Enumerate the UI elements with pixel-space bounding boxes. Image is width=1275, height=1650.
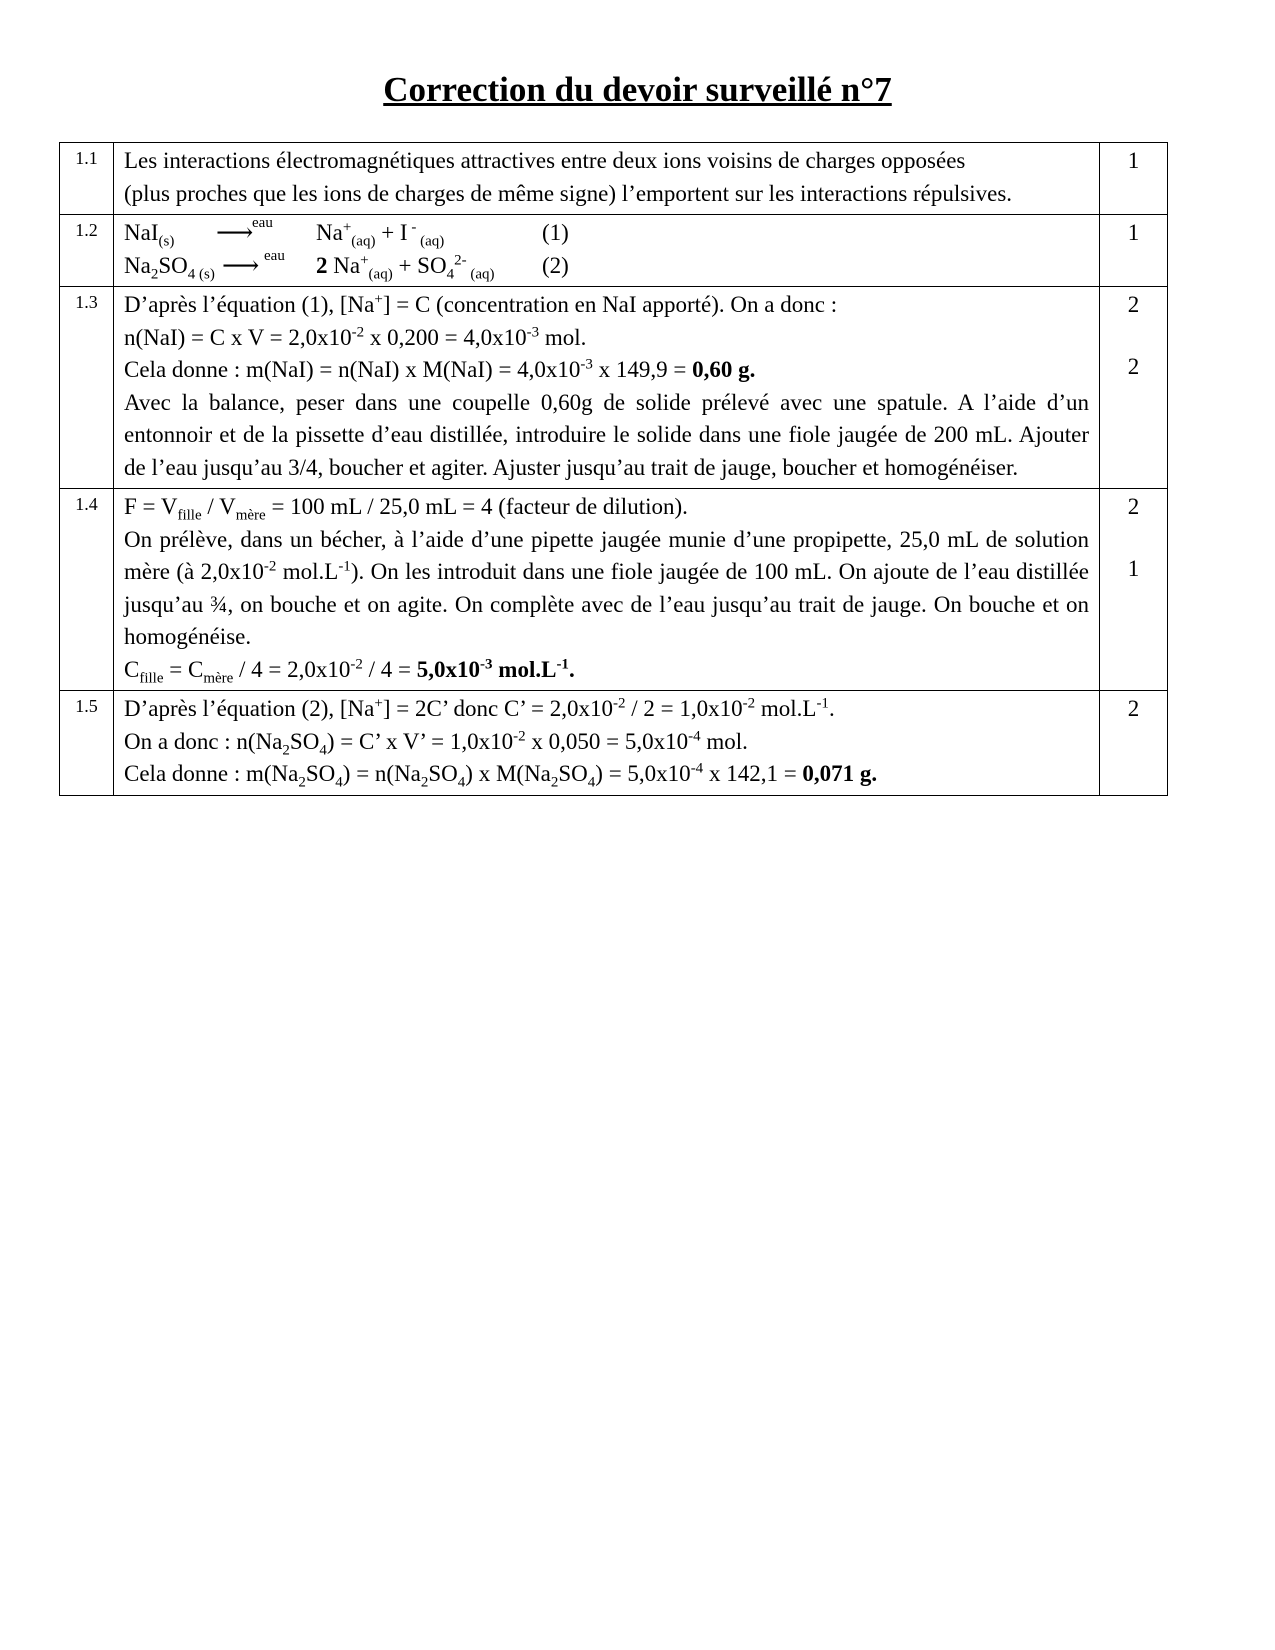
subscript: (s) bbox=[158, 233, 175, 250]
points-value: 1 bbox=[1127, 556, 1140, 581]
answer-line: (plus proches que les ions de charges de même signe) l’emportent sur les interactions répulsives. bbox=[124, 180, 1013, 206]
answer-line bbox=[124, 354, 1089, 387]
subscript: 2 bbox=[420, 774, 429, 791]
answer-paragraph: Avec la balance, peser dans une coupelle 0,60g de solide prélevé avec une spatule. A l’aide d’un entonnoir et de la pissette d’eau distillée, introduire le solide dans une fiole jaugée de 200 mL. Ajouter de l’eau jusqu’au 3/4, boucher et agiter. Ajuster jusqu’au trait de jauge, boucher et homogénéiser. bbox=[124, 389, 1089, 480]
text-segment: / 4 = bbox=[362, 656, 417, 682]
superscript: + bbox=[374, 695, 383, 712]
subscript: (aq) bbox=[351, 233, 376, 250]
points-value: 2 bbox=[1127, 354, 1140, 379]
answer-line bbox=[124, 322, 1089, 355]
table-row bbox=[60, 691, 1168, 796]
equation-left: SO bbox=[158, 252, 188, 278]
text-segment: = 100 mL / 25,0 mL = 4 (facteur de dilution). bbox=[265, 494, 688, 519]
equation-right: + I bbox=[375, 220, 408, 245]
equation-ref: (2) bbox=[542, 252, 569, 278]
points-cell bbox=[1100, 691, 1168, 796]
superscript: -2 bbox=[513, 727, 526, 744]
answer-line bbox=[124, 654, 1089, 687]
text-segment: Cela donne : m(Na bbox=[124, 761, 299, 786]
equation-2 bbox=[124, 247, 1089, 283]
equation-ref: (1) bbox=[542, 220, 569, 245]
question-number: 1.4 bbox=[60, 489, 114, 691]
answer-line bbox=[124, 491, 1089, 524]
text-segment: / V bbox=[201, 494, 236, 519]
superscript: -3 bbox=[526, 323, 540, 340]
text-segment: mol.L bbox=[755, 696, 817, 721]
result-bold: . bbox=[568, 656, 575, 682]
answer-text bbox=[114, 287, 1100, 489]
text-segment: SO bbox=[428, 761, 458, 786]
superscript: + bbox=[374, 291, 383, 308]
text-segment: . bbox=[828, 696, 835, 721]
page-title: Correction du devoir surveillé n°7 bbox=[383, 70, 892, 109]
text-segment: ). On les introduit dans une fiole jaugée de 100 mL. On ajoute de l’eau distillée jusqu’au ¾, on bouche et on agite. On complète avec de l’eau jusqu’au trait de jauge. On bouche et on homogénéise. bbox=[124, 559, 1089, 649]
equation-right: Na bbox=[327, 252, 361, 278]
reaction-arrow-icon: ⟶ bbox=[216, 218, 254, 247]
answer-text bbox=[114, 489, 1100, 691]
table-row bbox=[60, 287, 1168, 489]
text-segment: n(NaI) = C x V = 2,0x10 bbox=[124, 324, 352, 350]
answer-text bbox=[114, 143, 1100, 215]
result-bold: 5,0x10 bbox=[416, 656, 481, 682]
points-cell bbox=[1100, 489, 1168, 691]
text-segment: mol. bbox=[539, 324, 587, 350]
subscript: (aq) bbox=[416, 233, 445, 250]
table-row bbox=[60, 215, 1168, 287]
answer-line bbox=[124, 758, 1089, 791]
arrow-label: eau bbox=[252, 215, 273, 231]
text-segment: SO bbox=[305, 761, 336, 786]
text-segment: F = V bbox=[124, 494, 178, 519]
answer-line bbox=[124, 289, 1089, 322]
points-cell bbox=[1100, 143, 1168, 215]
superscript: 2- bbox=[454, 251, 467, 268]
arrow-label: eau bbox=[264, 247, 285, 264]
superscript: -1 bbox=[556, 655, 569, 672]
table-row bbox=[60, 489, 1168, 691]
subscript: 4 bbox=[446, 266, 455, 283]
points-cell bbox=[1100, 287, 1168, 489]
text-segment: ] = 2C’ donc C’ = 2,0x10 bbox=[382, 696, 613, 721]
result-bold: 0,60 g. bbox=[692, 357, 756, 382]
superscript: -4 bbox=[688, 727, 701, 744]
equation-right: + SO bbox=[392, 252, 447, 278]
superscript: -1 bbox=[816, 695, 829, 712]
table-row bbox=[60, 143, 1168, 215]
superscript: -3 bbox=[580, 356, 593, 373]
subscript: 2 bbox=[150, 266, 159, 283]
text-segment: D’après l’équation (2), [Na bbox=[124, 696, 375, 721]
text-segment: ) x M(Na bbox=[465, 761, 551, 786]
text-segment: x 0,200 = 4,0x10 bbox=[364, 324, 527, 350]
subscript: fille bbox=[139, 670, 164, 687]
superscript: -2 bbox=[742, 695, 756, 712]
text-segment: / 2 = 1,0x10 bbox=[625, 696, 743, 721]
text-segment: / 4 = 2,0x10 bbox=[233, 656, 351, 682]
subscript: 4 bbox=[457, 774, 466, 791]
question-number: 1.5 bbox=[60, 691, 114, 796]
points-value: 2 bbox=[1127, 494, 1140, 519]
text-segment: SO bbox=[289, 728, 320, 754]
text-segment: Cela donne : m(NaI) = n(NaI) x M(NaI) = 4,0x10 bbox=[124, 357, 581, 382]
subscript: 2 bbox=[282, 742, 290, 759]
reaction-arrow-icon: ⟶ bbox=[222, 250, 260, 280]
superscript: + bbox=[360, 251, 369, 268]
answer-line: Les interactions électromagnétiques attractives entre deux ions voisins de charges opposées bbox=[124, 148, 966, 173]
superscript: -2 bbox=[612, 695, 626, 712]
text-segment: SO bbox=[558, 761, 588, 786]
points-value: 1 bbox=[1127, 220, 1140, 245]
question-number: 1.3 bbox=[60, 287, 114, 489]
text-segment: x 142,1 = bbox=[703, 761, 803, 786]
subscript: 4 (s) bbox=[187, 266, 215, 283]
points-value: 2 bbox=[1127, 696, 1140, 721]
superscript: -3 bbox=[480, 655, 493, 672]
answer-text bbox=[114, 215, 1100, 287]
text-segment: ) = n(Na bbox=[342, 761, 421, 786]
text-segment: mol.L bbox=[276, 559, 339, 584]
subscript: mère bbox=[203, 670, 234, 687]
question-number: 1.1 bbox=[60, 143, 114, 215]
answer-text bbox=[114, 691, 1100, 796]
text-segment: x 0,050 = 5,0x10 bbox=[525, 728, 689, 754]
superscript: -2 bbox=[351, 323, 365, 340]
answer-paragraph bbox=[124, 524, 1089, 654]
subscript: mère bbox=[235, 507, 266, 524]
subscript: 2 bbox=[550, 774, 559, 791]
superscript: + bbox=[342, 219, 352, 236]
points-value: 2 bbox=[1127, 292, 1140, 317]
points-value: 1 bbox=[1127, 148, 1140, 173]
result-bold: mol.L bbox=[492, 656, 557, 682]
superscript: -1 bbox=[338, 558, 351, 575]
subscript: 2 bbox=[298, 774, 306, 791]
correction-table bbox=[59, 142, 1168, 796]
superscript: -2 bbox=[263, 558, 277, 575]
equation-right: Na bbox=[316, 220, 343, 245]
subscript: (aq) bbox=[368, 266, 393, 283]
coefficient: 2 bbox=[316, 252, 328, 278]
text-segment: = C bbox=[163, 656, 204, 682]
text-segment: ) = C’ x V’ = 1,0x10 bbox=[326, 728, 514, 754]
answer-line bbox=[124, 693, 1089, 726]
question-number: 1.2 bbox=[60, 215, 114, 287]
points-cell bbox=[1100, 215, 1168, 287]
equation-left: NaI bbox=[124, 220, 159, 245]
equation-left: Na bbox=[124, 252, 151, 278]
result-bold: 0,071 g. bbox=[802, 761, 878, 786]
superscript: -2 bbox=[350, 655, 363, 672]
subscript: fille bbox=[177, 507, 202, 524]
text-segment: C bbox=[124, 656, 140, 682]
text-segment: ) = 5,0x10 bbox=[595, 761, 691, 786]
subscript: 4 bbox=[335, 774, 343, 791]
text-segment: On a donc : n(Na bbox=[124, 728, 283, 754]
answer-line bbox=[124, 726, 1089, 759]
superscript: - bbox=[407, 219, 417, 236]
text-segment: x 149,9 = bbox=[592, 357, 693, 382]
subscript: 4 bbox=[587, 774, 596, 791]
text-segment: mol. bbox=[700, 728, 748, 754]
text-segment: ] = C (concentration en NaI apporté). On a donc : bbox=[382, 292, 838, 317]
subscript: (aq) bbox=[466, 266, 495, 283]
subscript: 4 bbox=[319, 742, 327, 759]
superscript: -4 bbox=[690, 760, 704, 777]
text-segment: On prélève, dans un bécher, à l’aide d’une pipette jaugée munie d’une propipette, 25,0 mL de solution mère (à 2,0x10 bbox=[124, 526, 1089, 584]
text-segment: D’après l’équation (1), [Na bbox=[124, 292, 375, 317]
